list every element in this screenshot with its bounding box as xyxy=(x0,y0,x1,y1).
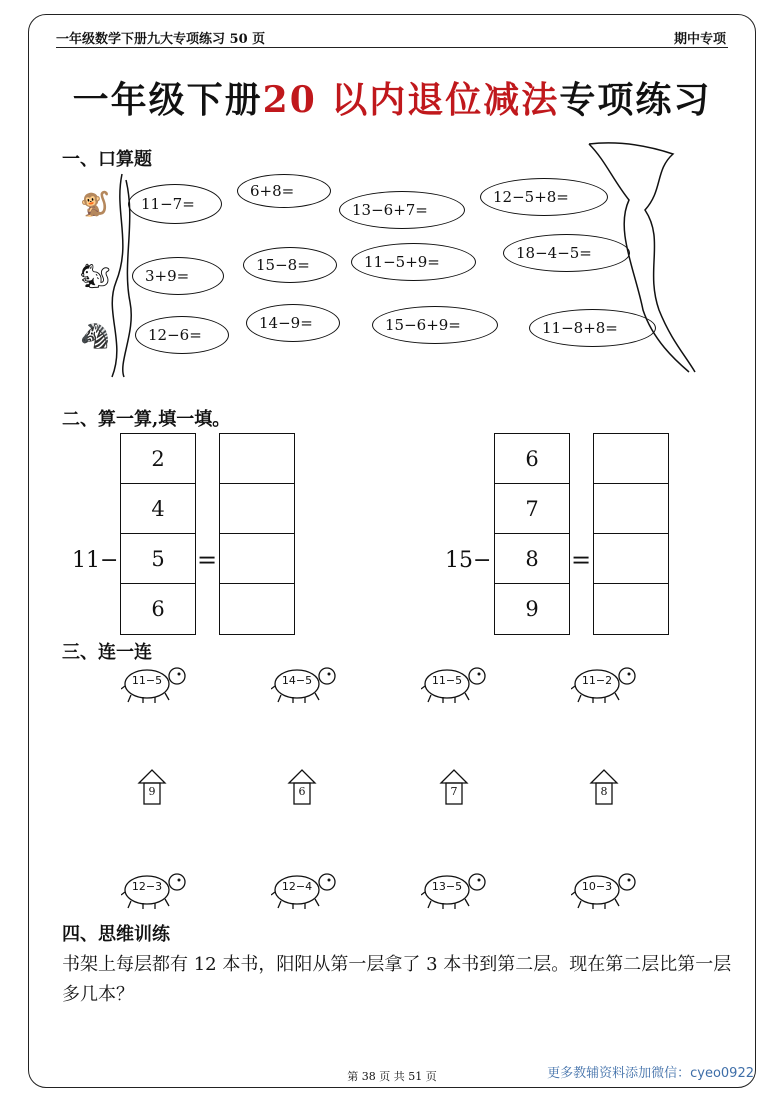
watermark: 更多教辅资料添加微信：cyeo0922 xyxy=(547,1066,754,1081)
section1-heading: 一、口算题 xyxy=(62,149,152,170)
subtrahend-cell: 4 xyxy=(121,484,195,534)
problem-oval: 6+8= xyxy=(237,174,331,208)
turtle-label: 14−5 xyxy=(281,674,313,687)
problem-oval: 11−7= xyxy=(128,184,222,224)
turtle-card[interactable] xyxy=(571,664,639,704)
house-card[interactable] xyxy=(137,768,167,806)
title-part2: 20 以内退位减法 xyxy=(262,79,560,121)
minuend-15: 15− xyxy=(445,548,492,573)
title-part3: 专项练习 xyxy=(559,79,712,121)
problem-oval: 12−5+8= xyxy=(480,178,608,216)
equals-sign: = xyxy=(571,546,592,574)
turtle-card[interactable] xyxy=(421,664,489,704)
subtrahend-cell: 7 xyxy=(495,484,569,534)
problem-oval: 3+9= xyxy=(132,257,224,295)
answer-cell[interactable] xyxy=(220,434,294,484)
answer-cell[interactable] xyxy=(220,584,294,634)
subtrahend-cell: 6 xyxy=(151,597,165,621)
house-card[interactable] xyxy=(439,768,469,806)
problem-oval: 15−8= xyxy=(243,247,337,283)
subtrahend-column xyxy=(120,433,196,635)
turtle-card[interactable] xyxy=(121,664,189,704)
answer-cell[interactable] xyxy=(594,584,668,634)
house-number: 9 xyxy=(148,785,156,798)
turtle-label: 10−3 xyxy=(581,880,613,893)
turtle-label: 13−5 xyxy=(431,880,463,893)
turtle-label: 11−2 xyxy=(581,674,613,687)
answer-column xyxy=(219,433,295,635)
house-card[interactable] xyxy=(287,768,317,806)
subtrahend-cell: 8 xyxy=(495,534,569,584)
answer-column xyxy=(593,433,669,635)
word-problem: 书架上每层都有 12 本书，阳阳从第一层拿了 3 本书到第二层。现在第二层比第一层多几本？ xyxy=(62,954,732,1005)
house-number: 7 xyxy=(450,785,458,798)
turtle-label: 12−3 xyxy=(131,880,163,893)
turtle-label: 11−5 xyxy=(131,674,163,687)
page-title xyxy=(0,72,784,123)
minuend-11: 11− xyxy=(72,548,119,573)
answer-cell[interactable] xyxy=(594,534,668,584)
problem-oval: 18−4−5= xyxy=(503,234,630,272)
title-part1: 一年级下册 xyxy=(72,79,263,121)
problem-oval: 13−6+7= xyxy=(339,191,465,229)
page-number: 第 38 页 共 51 页 xyxy=(347,1070,437,1083)
equals-sign: = xyxy=(197,546,218,574)
answer-cell[interactable] xyxy=(220,484,294,534)
problem-oval: 11−8+8= xyxy=(529,309,656,347)
answer-cell[interactable] xyxy=(220,534,294,584)
turtle-card[interactable] xyxy=(571,870,639,910)
problem-oval: 11−5+9= xyxy=(351,243,476,281)
subtrahend-cell: 6 xyxy=(495,434,569,484)
turtle-card[interactable] xyxy=(271,664,339,704)
problem-oval: 15−6+9= xyxy=(372,306,498,344)
subtrahend-cell: 2 xyxy=(121,434,195,484)
squirrel-icon: 🐿 xyxy=(80,262,111,290)
monkey-icon: 🐒 xyxy=(80,190,110,218)
answer-cell[interactable] xyxy=(594,434,668,484)
problem-oval: 14−9= xyxy=(246,304,340,342)
turtle-card[interactable] xyxy=(121,870,189,910)
turtle-label: 12−4 xyxy=(281,880,313,893)
section4-heading: 四、思维训练 xyxy=(62,924,170,945)
section3-heading: 三、连一连 xyxy=(62,642,152,663)
header-right: 期中专项 xyxy=(673,32,726,47)
turtle-card[interactable] xyxy=(271,870,339,910)
answer-cell[interactable] xyxy=(594,484,668,534)
section2-heading: 二、算一算,填一填。 xyxy=(62,409,231,430)
house-card[interactable] xyxy=(589,768,619,806)
turtle-card[interactable] xyxy=(421,870,489,910)
turtle-label: 11−5 xyxy=(431,674,463,687)
problem-oval: 12−6= xyxy=(135,316,229,354)
subtrahend-cell: 5 xyxy=(121,534,195,584)
zebra-icon: 🦓 xyxy=(80,322,110,350)
subtrahend-column xyxy=(494,433,570,635)
header-left: 一年级数学下册九大专项练习 50 页 xyxy=(56,32,266,47)
house-number: 6 xyxy=(298,785,306,798)
house-number: 8 xyxy=(600,785,608,798)
subtrahend-cell: 9 xyxy=(525,597,539,621)
header-divider xyxy=(56,47,728,48)
